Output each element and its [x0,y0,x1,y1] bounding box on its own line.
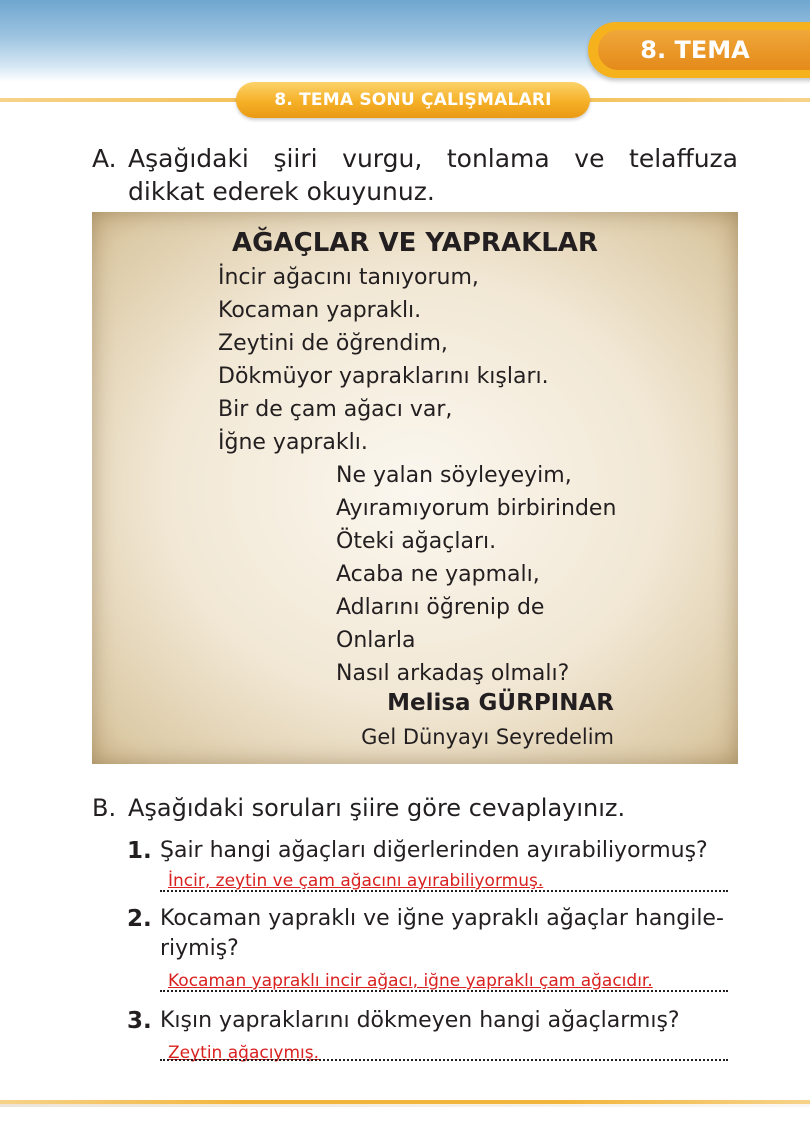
section-a-letter: A. [92,144,117,173]
poem-line: Nasıl arkadaş olmalı? [336,661,570,686]
poem-line: Acaba ne yapmalı, [336,562,540,587]
poem-line: Bir de çam ağacı var, [218,397,453,422]
question-number: 3. [127,1008,152,1034]
question-text: Şair hangi ağaçları diğerlerinden ayırabiliyormuş? [160,838,708,863]
answer-text[interactable]: İncir, zeytin ve çam ağacını ayırabiliyormuş. [168,871,544,891]
answer-text[interactable]: Zeytin ağacıymış. [168,1043,320,1063]
question-text: Kışın yapraklarını dökmeyen hangi ağaçlarmış? [160,1008,680,1033]
answer-line [160,988,728,992]
poem-line: İğne yapraklı. [218,430,368,455]
answer-text[interactable]: Kocaman yapraklı incir ağacı, iğne yapraklı çam ağacıdır. [168,971,653,991]
poem-line: Adlarını öğrenip de [336,595,545,620]
poem-title: AĞAÇLAR VE YAPRAKLAR [232,228,598,258]
poem-line: Zeytini de öğrendim, [218,331,448,356]
tema-title: 8. TEMA [640,36,750,64]
section-b-letter: B. [92,794,117,822]
section-a-instruction: Aşağıdaki şiiri vurgu, tonlama ve telaffuza dikkat ederek okuyunuz. [128,144,738,206]
section-b-instruction: Aşağıdaki soruları şiire göre cevaplayınız. [128,794,626,822]
poem-line: Ayıramıyorum birbirinden [336,496,617,521]
poem-line: İncir ağacını tanıyorum, [218,265,479,290]
poem-line: Onlarla [336,628,416,653]
poem-line: Dökmüyor yapraklarını kışları. [218,364,549,389]
poem-line: Öteki ağaçları. [336,529,497,554]
question-number: 2. [127,906,152,932]
answer-line [160,888,728,892]
poem-line: Ne yalan söyleyeyim, [336,463,572,488]
section-title: 8. TEMA SONU ÇALIŞMALARI [274,90,552,110]
poem-source: Gel Dünyayı Seyredelim [361,725,614,749]
poem-author: Melisa GÜRPINAR [387,690,614,716]
poem-line: Kocaman yapraklı. [218,298,422,323]
answer-line [160,1057,728,1061]
question-number: 1. [127,838,152,864]
bottom-divider-shadow [0,1104,810,1107]
question-text: Kocaman yapraklı ve iğne yapraklı ağaçlar hangile-riymiş? [160,906,724,961]
